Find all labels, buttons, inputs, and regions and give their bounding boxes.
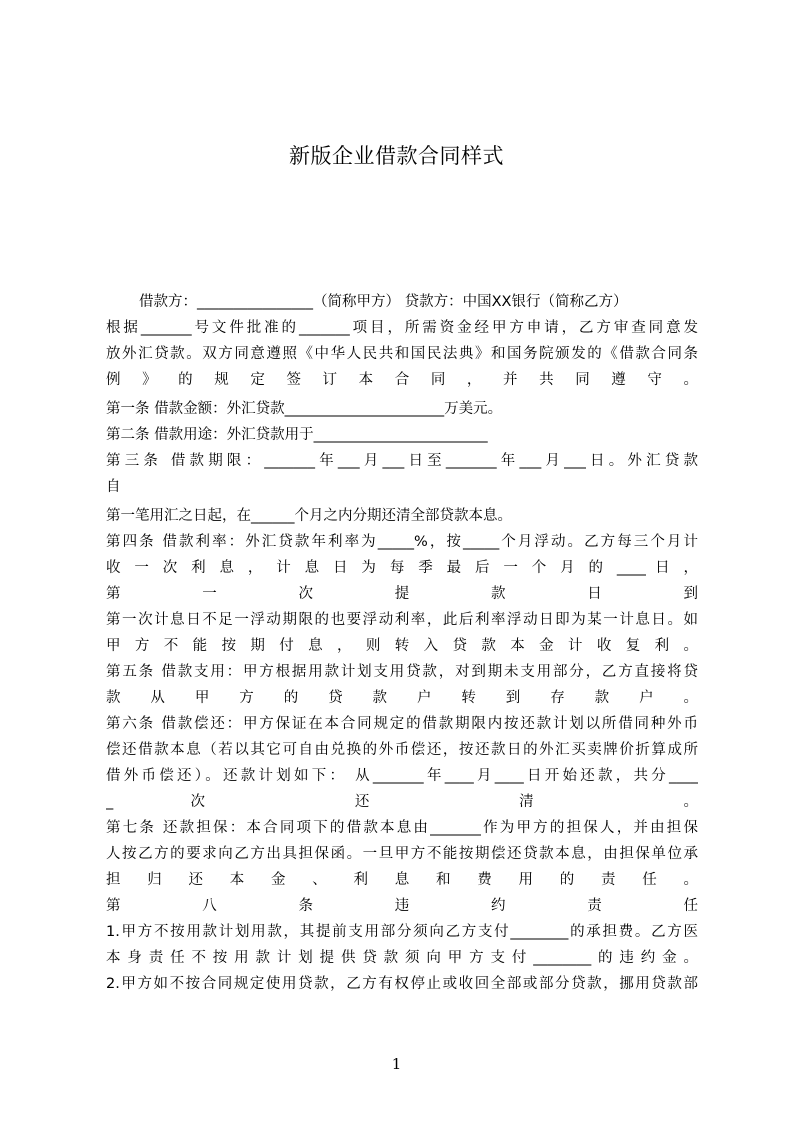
article-5: 第五条 借款支用：甲方根据用款计划支用贷款，对到期未支用部分，乙方直接将贷 [106, 664, 698, 680]
text-line-13: 第一次计息日不足一浮动期限的也要浮动利率，此后利率浮动日即为某一计息日。如 [106, 612, 698, 628]
clause-8-2: 2.甲方如不按合同规定使用贷款，乙方有权停止或收回全部或部分贷款，挪用贷款部 [106, 976, 698, 992]
text-line-9: 第一笔用汇之日起，在______个月之内分期还清全部贷款本息。 [106, 508, 512, 524]
text-line-3: 放外汇贷款。双方同意遵照《中华人民共和国民法典》和国务院颁发的《借款合同条 [106, 346, 698, 362]
text-line-23: 担 归 还 本 金 、 利 息 和 费 用 的 责 任 。 [106, 872, 698, 888]
article-2: 第二条 借款用途：外汇贷款用于________________________ [106, 427, 488, 443]
text-line-11: 收 一 次 利 息 ， 计 息 日 为 每 季 最 后 一 个 月 的 ____ 日 ， [106, 560, 698, 576]
article-6: 第六条 借款偿还：甲方保证在本合同规定的借款期限内按还款计划以所借同种外币 [106, 716, 698, 732]
clause-8-1: 1.甲方不按用款计划用款，其提前支用部分须向乙方支付________的承担费。乙方医 [106, 924, 698, 940]
text-line-8: 自 [106, 479, 121, 495]
article-7: 第七条 还款担保：本合同项下的借款本息由_______作为甲方的担保人，并由担保 [106, 820, 698, 836]
text-line-1: 借款方：________________（简称甲方） 贷款方：中国XX银行（简称乙方） [139, 294, 628, 310]
text-line-2: 根据_______号文件批准的_______项目，所需资金经甲方申请，乙方审查同意发 [106, 320, 698, 336]
text-line-12: 第 一 次 提 款 日 到 [106, 586, 698, 602]
text-line-19: 借外币偿还）。还款计划如下： 从_______年____月____日开始还款，共分____ [106, 768, 698, 784]
text-line-26: 本身责任不按用款计划提供贷款须向甲方支付________的违约金。 [106, 950, 698, 966]
text-line-16: 款 从 甲 方 的 贷 款 户 转 到 存 款 户 。 [106, 690, 698, 706]
page-number: 1 [391, 1055, 402, 1073]
text-line-14: 甲 方 不 能 按 期 付 息 ， 则 转 入 贷 款 本 金 计 收 复 利 。 [106, 638, 698, 654]
article-8-heading: 第 八 条 违 约 责 任 [106, 898, 698, 914]
text-line-20: _ 次 还 清 。 [106, 794, 698, 810]
article-1: 第一条 借款金额：外汇贷款______________________万美元。 [106, 401, 503, 417]
article-4: 第四条 借款利率：外汇贷款年利率为_____%，按_____个月浮动。乙方每三个月计 [106, 534, 698, 550]
text-line-22: 人按乙方的要求向乙方出具担保函。一旦甲方不能按期偿还贷款本息，由担保单位承 [106, 846, 698, 862]
document-title: 新版企业借款合同样式 [289, 144, 504, 168]
text-line-4: 例 》 的 规 定 签 订 本 合 同 ， 并 共 同 遵 守 。 [106, 372, 698, 388]
text-line-18: 偿还借款本息（若以其它可自由兑换的外币偿还，按还款日的外汇买卖牌价折算成所 [106, 742, 698, 758]
article-3: 第三条 借款期限：_______年___月___日至_______年___月___日。外汇贷款 [106, 453, 698, 469]
